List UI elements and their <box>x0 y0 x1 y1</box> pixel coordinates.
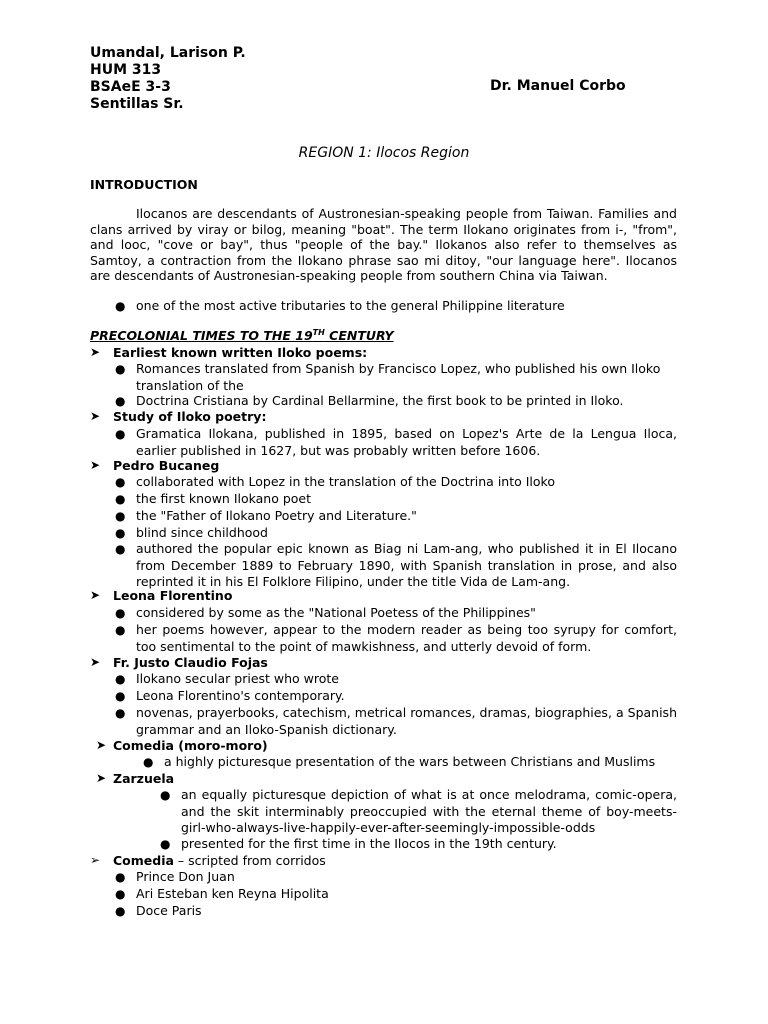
topic-heading-rest: – scripted from corridos <box>173 853 326 868</box>
bullet-icon: ● <box>115 475 126 489</box>
list-item <box>115 671 677 688</box>
arrow-bullet-icon: ➤ <box>90 345 101 359</box>
bullet-icon: ● <box>115 706 126 720</box>
bullet-icon: ● <box>115 623 126 637</box>
list-item-text: presented for the first time in the Ilocos in the 19th century. <box>181 836 557 851</box>
section-heading-end: CENTURY <box>324 328 394 344</box>
arrow-bullet-icon: ➤ <box>90 655 101 669</box>
list-item <box>115 886 677 903</box>
topic-heading <box>113 853 326 868</box>
list-item-text: Ari Esteban ken Reyna Hipolita <box>136 886 329 901</box>
introduction-heading: INTRODUCTION <box>90 177 198 192</box>
course-code: HUM 313 <box>90 62 162 78</box>
bullet-icon: ● <box>115 542 126 556</box>
list-item <box>160 836 677 853</box>
bullet-text: one of the most active tributaries to the general Philippine literature <box>136 298 565 313</box>
bullet-icon: ● <box>115 492 126 506</box>
list-item <box>115 541 677 591</box>
topic-heading: Comedia (moro-moro) <box>113 738 268 753</box>
topic-heading: Pedro Bucaneg <box>113 458 220 473</box>
bullet-icon: ● <box>115 887 126 901</box>
section-code: BSAeE 3-3 <box>90 79 171 95</box>
bullet-icon: ● <box>115 672 126 686</box>
arrow-bullet-icon: ➤ <box>96 738 107 752</box>
section-heading-sup: TH <box>312 328 325 337</box>
list-item-text: Doctrina Cristiana by Cardinal Bellarmine, the first book to be printed in Iloko. <box>136 393 624 408</box>
topic-heading: Study of Iloko poetry: <box>113 409 267 424</box>
introduction-paragraph: Ilocanos are descendants of Austronesian-speaking people from Taiwan. Families and clans arrived by viray or bilog, meaning "boat". The term Ilokano originates from i-, "from", and looc, "cove or bay", thus "people of the bay." Ilokanos also refer to themselves as Samtoy, a contraction from the Ilokano phrase sao mi ditoy, "our language here". Ilocanos are descendants of Austronesian-speaking people from southern China via Taiwan. <box>90 206 677 283</box>
bullet-icon: ● <box>115 299 126 313</box>
topic-heading: Leona Florentino <box>113 588 233 603</box>
bullet-icon: ● <box>115 427 126 441</box>
list-item <box>115 393 677 410</box>
section-heading <box>90 328 394 343</box>
list-item-text: Romances translated from Spanish by Francisco Lopez, who published his own Iloko translation of the <box>136 361 661 393</box>
list-item-text: the "Father of Ilokano Poetry and Literature." <box>136 508 417 523</box>
list-item-text: novenas, prayerbooks, catechism, metrical romances, dramas, biographies, a Spanish grammar and an Iloko-Spanish dictionary. <box>136 705 677 737</box>
list-item <box>115 903 677 920</box>
arrow-bullet-icon: ➤ <box>90 588 101 602</box>
list-item <box>115 361 677 394</box>
bullet-icon: ● <box>115 904 126 918</box>
professor-name: Dr. Manuel Corbo <box>490 78 626 94</box>
list-item-text: Gramatica Ilokana, published in 1895, based on Lopez's Arte de la Lengua Iloca, earlier published in 1627, but was probably written before 1606. <box>136 426 677 458</box>
topic-heading-bold: Comedia <box>113 853 174 868</box>
topic-heading: Fr. Justo Claudio Fojas <box>113 655 268 670</box>
introduction-bullet <box>115 298 696 315</box>
list-item-text: collaborated with Lopez in the translation of the Doctrina into Iloko <box>136 474 555 489</box>
list-item <box>115 525 677 542</box>
arrow-bullet-icon: ➢ <box>90 853 101 867</box>
list-item <box>115 474 677 491</box>
list-item-text: Leona Florentino's contemporary. <box>136 688 345 703</box>
list-item <box>143 754 677 771</box>
bullet-icon: ● <box>115 362 126 376</box>
topic-heading: Earliest known written Iloko poems: <box>113 345 368 360</box>
bullet-icon: ● <box>160 788 171 802</box>
list-item <box>115 622 677 655</box>
bullet-icon: ● <box>143 755 154 769</box>
list-item-text: Doce Paris <box>136 903 202 918</box>
list-item-text: considered by some as the "National Poetess of the Philippines" <box>136 605 536 620</box>
list-item-text: her poems however, appear to the modern reader as being too syrupy for comfort, too sentimental to the point of mawkishness, and utterly devoid of form. <box>136 622 677 654</box>
list-item <box>115 605 677 622</box>
bullet-icon: ● <box>160 837 171 851</box>
page-title: REGION 1: Ilocos Region <box>298 145 470 161</box>
list-item-text: an equally picturesque depiction of what is at once melodrama, comic-opera, and the skit interminably preoccupied with the eternal theme of boy-meets-girl-who-always-live-happily-ever-after-seemingly-impossible-odds <box>181 787 677 835</box>
student-name: Umandal, Larison P. <box>90 45 246 61</box>
group-name: Sentillas Sr. <box>90 96 184 112</box>
list-item-text: Prince Don Juan <box>136 869 235 884</box>
section-heading-main: PRECOLONIAL TIMES TO THE 19 <box>90 328 313 344</box>
list-item-text: blind since childhood <box>136 525 268 540</box>
list-item <box>160 787 677 837</box>
list-item <box>115 688 677 705</box>
list-item <box>115 491 677 508</box>
bullet-icon: ● <box>115 526 126 540</box>
list-item-text: a highly picturesque presentation of the wars between Christians and Muslims <box>164 754 656 769</box>
list-item <box>115 426 677 459</box>
list-item-text: Ilokano secular priest who wrote <box>136 671 339 686</box>
bullet-icon: ● <box>115 509 126 523</box>
arrow-bullet-icon: ➤ <box>90 409 101 423</box>
arrow-bullet-icon: ➤ <box>96 771 107 785</box>
list-item-text: the first known Ilokano poet <box>136 491 312 506</box>
list-item <box>115 508 677 525</box>
list-item-text: authored the popular epic known as Biag ni Lam-ang, who published it in El Ilocano from December 1889 to February 1890, with Spanish translation in prose, and also reprinted it in his El Folklore Filipino, under the title Vida de Lam-ang. <box>136 541 677 589</box>
list-item <box>115 869 677 886</box>
arrow-bullet-icon: ➤ <box>90 458 101 472</box>
bullet-icon: ● <box>115 689 126 703</box>
list-item <box>115 705 677 738</box>
bullet-icon: ● <box>115 870 126 884</box>
topic-heading: Zarzuela <box>113 771 175 786</box>
bullet-icon: ● <box>115 606 126 620</box>
bullet-icon: ● <box>115 394 126 408</box>
